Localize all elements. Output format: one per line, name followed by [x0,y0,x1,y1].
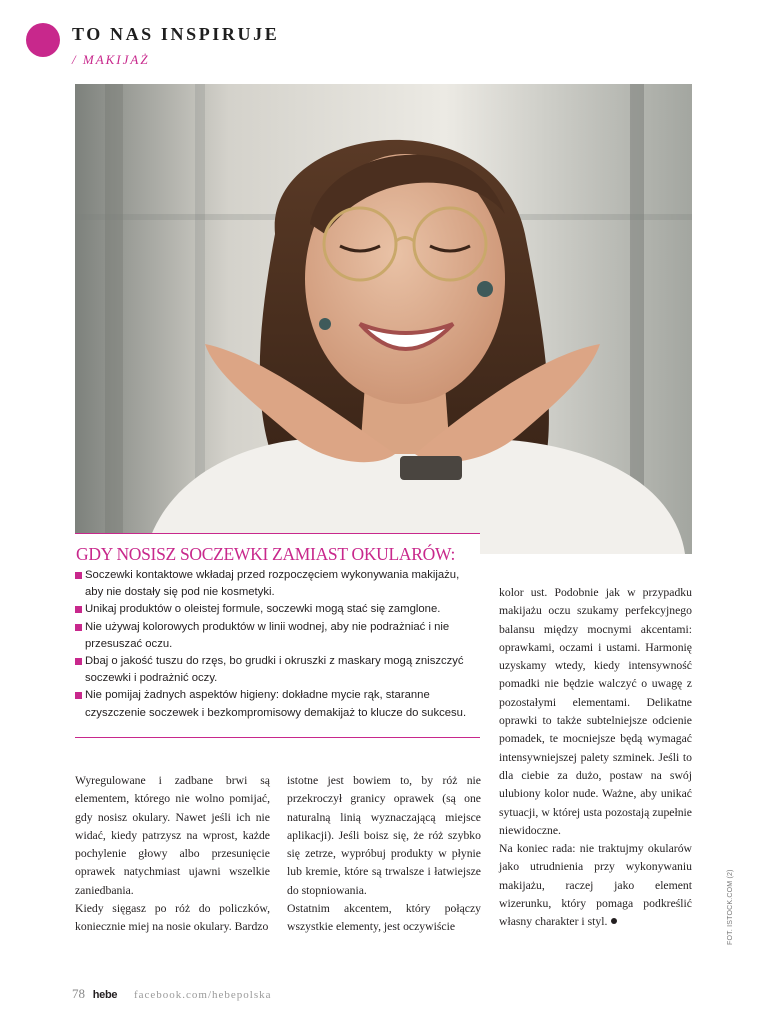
tips-box-bottom-rule [75,737,480,738]
tip-item: Dbaj o jakość tuszu do rzęs, bo grudki i okruszki z maskary mogą zniszczyć soczewki i podrażnić oczy. [75,653,480,687]
paragraph: Na koniec rada: nie traktujmy okularów jako utrudnienia przy wykonywaniu makijażu, raczej jako element wizerunku, który pomaga podkreślić własny charakter i styl. [499,842,692,929]
photo-credit: FOT. ISTOCK.COM (2) [727,869,734,945]
paragraph: Wyregulowane i zadbane brwi są elementem, którego nie wolno pomijać, gdy nosisz okulary. Nawet jeśli ich nie widać, kiedy patrzysz na wprost, każde pochylenie głowy albo przesunięcie oprawek natychmiast ujawni wszelkie zaniedbania. [75,774,270,897]
paragraph: istotne jest bowiem to, by róż nie przekroczył granicy oprawek (są one naturalną linią wyznaczającą miejsce aplikacji). Jeśli boisz się, że róż szybko się zetrze, wypróbuj produkty w płynie lub kremie, które są trwalsze i łatwiejsze do stopniowania. [287,774,481,897]
tip-item: Nie pomijaj żadnych aspektów higieny: dokładne mycie rąk, staranne czyszczenie soczewek i bezkompromisowy demakijaż to klucze do sukcesu. [75,687,480,721]
end-of-article-icon [611,918,617,924]
square-bullet-icon [75,624,82,631]
square-bullet-icon [75,572,82,579]
tips-box-top-rule [75,533,480,534]
social-link[interactable]: facebook.com/hebepolska [133,989,272,1001]
section-dot [26,23,60,57]
section-label: / MAKIJAŻ [72,52,150,67]
section-kicker: TO NAS INSPIRUJE [72,24,280,44]
square-bullet-icon [75,692,82,699]
square-bullet-icon [75,658,82,665]
tips-box-title: GDY NOSISZ SOCZEWKI ZAMIAST OKULARÓW: [76,544,456,564]
hero-photo [75,84,692,554]
paragraph: Ostatnim akcentem, który połączy wszystkie elementy, jest oczywiście [287,902,481,934]
article-column-1 [75,772,270,937]
tip-item: Soczewki kontaktowe wkładaj przed rozpoczęciem wykonywania makijażu, aby nie dostały się pod nie kosmetyki. [75,567,480,601]
tip-item: Nie używaj kolorowych produktów w linii wodnej, aby nie podrażniać i nie przesuszać oczu. [75,619,480,653]
brand-logo: hebe [92,989,118,1001]
article-column-2 [287,772,481,937]
tips-list [75,567,480,722]
article-column-3 [499,584,692,932]
page-number: 78 [72,986,85,1001]
tip-item: Unikaj produktów o oleistej formule, soczewki mogą stać się zamglone. [75,601,480,618]
square-bullet-icon [75,606,82,613]
paragraph: kolor ust. Podobnie jak w przypadku makijażu oczu szukamy perfekcyjnego balansu między mocnymi akcentami: oprawkami, oczami i ustami. Harmonię uzyskamy wtedy, kiedy intensywność pomadki nie będzie walczyć o uwagę z pozostałymi elementami. Delikatne oprawki to także subtelniejsze odcienie pomadek, te mocniejsze będą wymagać intensywniejszej palety szminek. Jeśli to dla ciebie za dużo, postaw na swój ulubiony kolor nude. Ważne, aby unikać sytuacji, w której usta pozostają zupełnie niewidoczne. [499,586,692,837]
page-footer [72,986,272,1002]
paragraph: Kiedy sięgasz po róż do policzków, koniecznie miej na nosie okulary. Bardzo [75,902,270,934]
